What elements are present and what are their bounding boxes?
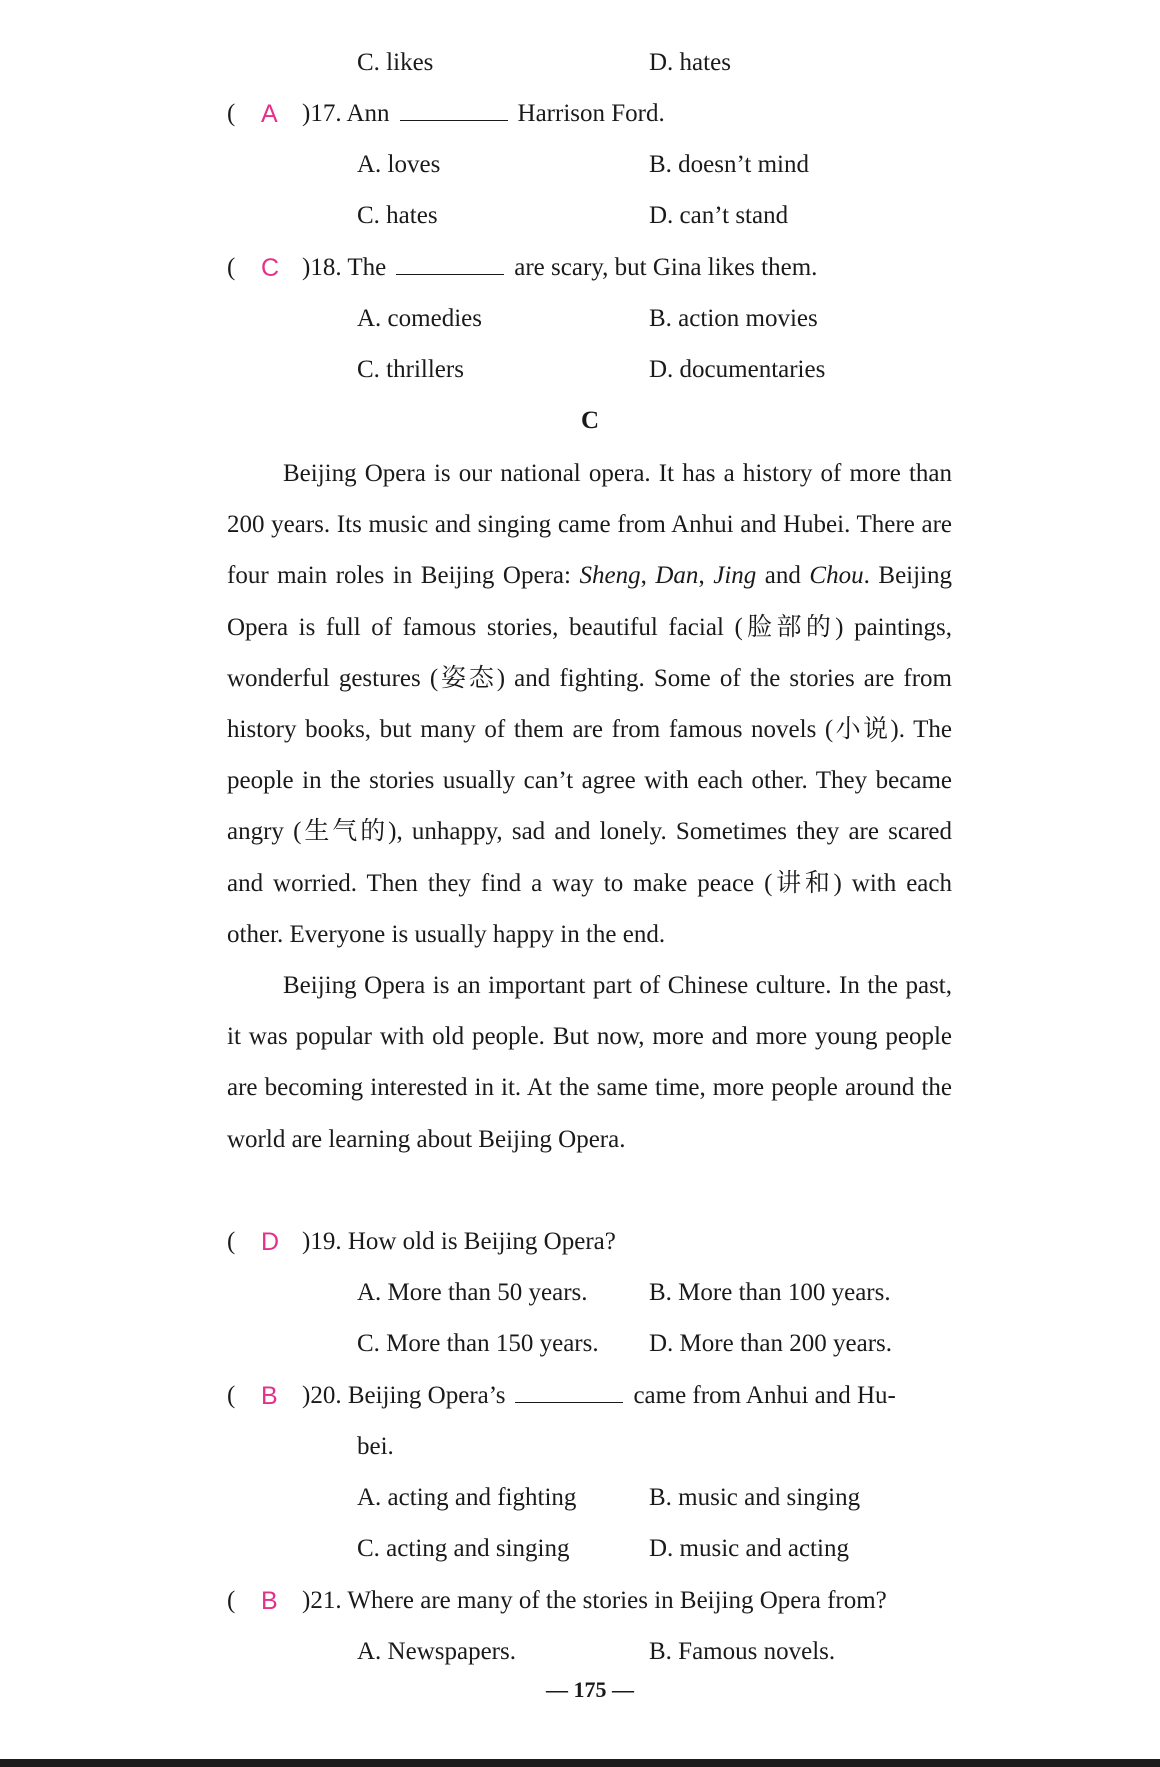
q16-option-d: D. hates <box>649 49 731 76</box>
q19-stem <box>302 1222 616 1262</box>
q18-number: )18. <box>302 254 342 281</box>
q18-option-c: C. thrillers <box>357 356 464 383</box>
page-number: — 175 — <box>546 1677 634 1702</box>
q18-option-a: A. comedies <box>357 305 482 332</box>
role-chou: Chou <box>809 562 864 590</box>
q19-option-d: D. More than 200 years. <box>649 1330 892 1357</box>
q19-paren-open: ( <box>227 1228 236 1255</box>
passage-paragraph-1 <box>227 448 952 960</box>
q18-blank <box>396 250 504 275</box>
q21-answer: B <box>261 1587 278 1615</box>
q18-stem <box>302 248 817 288</box>
q17-number: )17. <box>302 100 342 127</box>
passage-p1-start: Beijing Opera is our national opera. It has a history of more than 200 years. Its music and singing came from Anhui and Hubei. There are four main roles in Beijing Opera: <box>227 460 952 590</box>
q17-after-blank: Harrison Ford. <box>517 100 665 127</box>
q21-option-b: B. Famous novels. <box>649 1638 836 1665</box>
role-jing: Jing <box>713 562 757 590</box>
q21-number: )21. <box>302 1587 342 1614</box>
q18-option-d: D. documentaries <box>649 356 826 383</box>
q17-option-c: C. hates <box>357 202 438 229</box>
q19-number: )19. <box>302 1228 342 1255</box>
q18-after-blank: are scary, but Gina likes them. <box>514 254 818 281</box>
bottom-bar <box>0 1759 1160 1767</box>
passage-paragraph-2: Beijing Opera is an important part of Chinese culture. In the past, it was popular with old people. But now, more and more young people are becoming interested in it. At the same time, more people around the world are learning about Beijing Opera. <box>227 972 952 1153</box>
q20-stem-continued: bei. <box>357 1433 394 1460</box>
q17-blank <box>400 96 508 121</box>
q18-option-b: B. action movies <box>649 305 818 332</box>
q18-paren-open: ( <box>227 254 236 281</box>
q19-question: How old is Beijing Opera? <box>347 1228 616 1255</box>
section-title: C <box>580 407 600 434</box>
q18-answer: C <box>261 254 280 282</box>
q20-after-blank: came from Anhui and Hu- <box>633 1382 896 1409</box>
q17-option-a: A. loves <box>357 151 441 178</box>
role-dan: Dan <box>655 562 699 590</box>
q20-number: )20. <box>302 1382 342 1409</box>
q20-option-c: C. acting and singing <box>357 1535 570 1562</box>
q17-paren-open: ( <box>227 100 236 127</box>
q18-before-blank: The <box>347 254 387 281</box>
passage-p1-rest: . Beijing Opera is full of famous stories, beautiful facial (脸部的) paintings, wonderful gestures (姿态) and fighting. Some of the stories are from history books, but many of them are from famous novels (小说). The people in the stories usually can’t agree with each other. They became angry (生气的), unhappy, sad and lonely. Sometimes they are scared and worried. Then they find a way to make peace (讲和) with each other. Everyone is usually happy in the end. <box>227 562 952 948</box>
q17-option-d: D. can’t stand <box>649 202 789 229</box>
q20-answer: B <box>261 1382 278 1410</box>
q17-stem <box>302 94 665 134</box>
q17-answer: A <box>261 100 278 128</box>
q21-option-a: A. Newspapers. <box>357 1638 516 1665</box>
q21-stem <box>302 1581 887 1621</box>
q20-option-b: B. music and singing <box>649 1484 861 1511</box>
role-separator: , <box>640 562 656 590</box>
q19-option-b: B. More than 100 years. <box>649 1279 891 1306</box>
q20-paren-open: ( <box>227 1382 236 1409</box>
q16-option-c: C. likes <box>357 49 434 76</box>
q20-option-d: D. music and acting <box>649 1535 849 1562</box>
reading-passage <box>227 448 952 1165</box>
q20-before-blank: Beijing Opera’s <box>347 1382 506 1409</box>
q21-paren-open: ( <box>227 1587 236 1614</box>
q19-option-a: A. More than 50 years. <box>357 1279 588 1306</box>
q17-before-blank: Ann <box>346 100 390 127</box>
q17-option-b: B. doesn’t mind <box>649 151 809 178</box>
q20-blank <box>515 1378 623 1403</box>
role-and: and <box>756 562 810 590</box>
q19-option-c: C. More than 150 years. <box>357 1330 599 1357</box>
q20-option-a: A. acting and fighting <box>357 1484 577 1511</box>
q21-question: Where are many of the stories in Beijing Opera from? <box>347 1587 887 1614</box>
role-separator: , <box>698 562 714 590</box>
q19-answer: D <box>261 1228 280 1256</box>
role-sheng: Sheng <box>579 562 641 590</box>
q20-stem <box>302 1376 896 1416</box>
